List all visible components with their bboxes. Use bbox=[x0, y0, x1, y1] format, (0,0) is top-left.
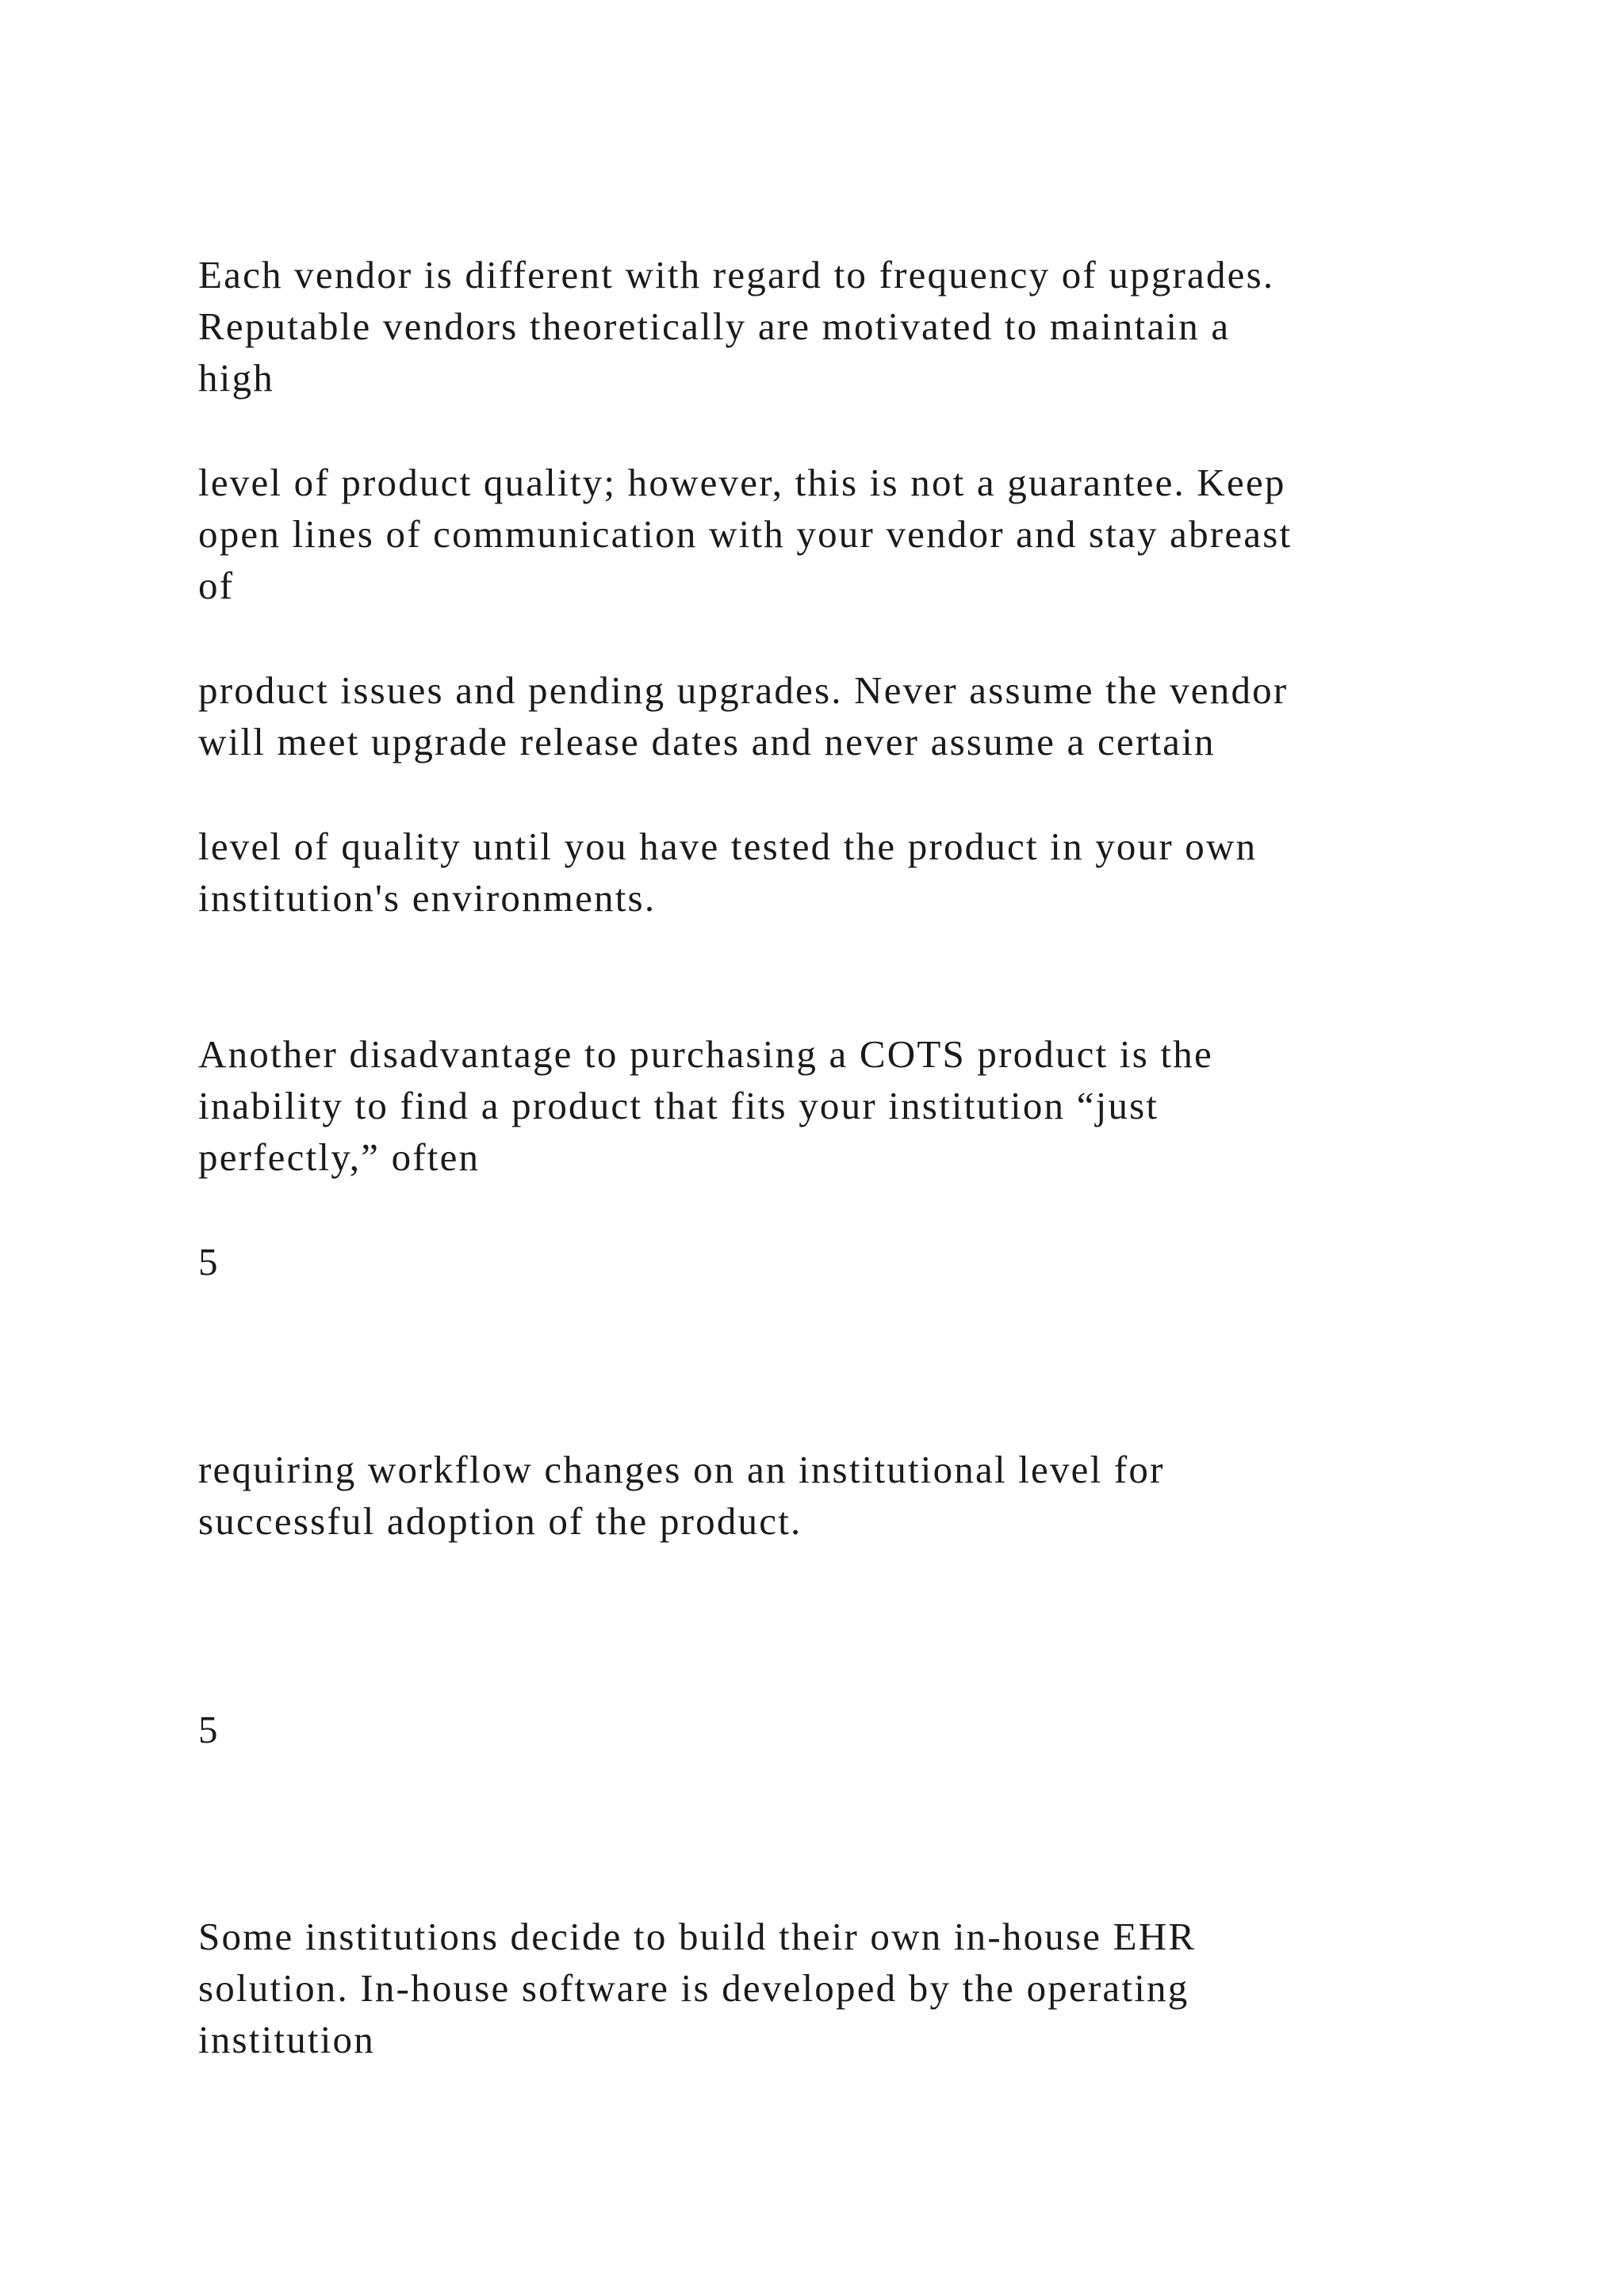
text-line: Another disadvantage to purchasing a COTS product is the bbox=[198, 1032, 1213, 1076]
text-line: level of product quality; however, this is not a guarantee. Keep bbox=[198, 461, 1286, 504]
page-number: 5 bbox=[198, 1708, 220, 1751]
text-line: level of quality until you have tested the product in your own bbox=[198, 825, 1258, 868]
text-line: Reputable vendors theoretically are motivated to maintain a bbox=[198, 304, 1231, 348]
text-line: successful adoption of the product. bbox=[198, 1499, 802, 1543]
text-line: requiring workflow changes on an institutional level for bbox=[198, 1448, 1165, 1491]
text-line: open lines of communication with your vendor and stay abreast bbox=[198, 512, 1293, 556]
page-number: 5 bbox=[198, 1240, 220, 1284]
text-line: will meet upgrade release dates and never assume a certain bbox=[198, 720, 1216, 763]
text-line: high bbox=[198, 356, 274, 400]
text-line: product issues and pending upgrades. Never assume the vendor bbox=[198, 668, 1289, 712]
text-line: of bbox=[198, 564, 235, 607]
text-line: Some institutions decide to build their own in-house EHR bbox=[198, 1915, 1197, 1958]
text-line: perfectly,” often bbox=[198, 1135, 481, 1179]
text-line: inability to find a product that fits your institution “just bbox=[198, 1084, 1159, 1127]
text-line: institution's environments. bbox=[198, 876, 657, 920]
text-line: institution bbox=[198, 2018, 375, 2061]
text-line: solution. In-house software is developed by the operating bbox=[198, 1966, 1189, 2010]
text-line: Each vendor is different with regard to frequency of upgrades. bbox=[198, 253, 1275, 297]
